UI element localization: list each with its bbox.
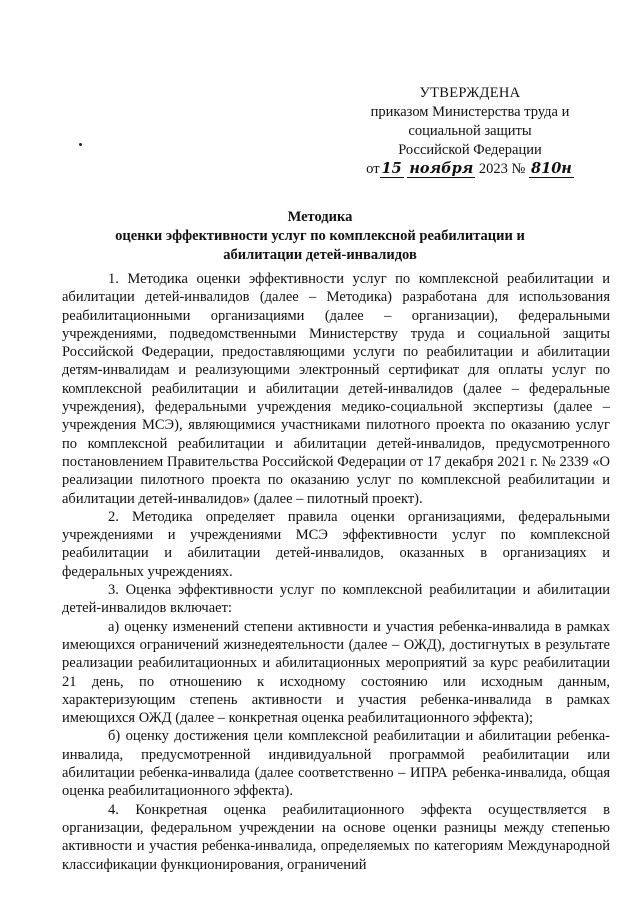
paragraph-3b: б) оценку достижения цели комплексной реабилитации и абилитации ребенка-инвалида, предусмотренной индивидуальной программой реабилитации или абилитации ребенка-инвалида (далее соответственно – ИПРА ребенка-инвалида, общая оценка реабилитационного эффекта). [62,728,610,800]
title-line-1: Методика [287,209,353,225]
paragraph-3a: а) оценку изменений степени активности и участия ребенка-инвалида в рамках имеющихся ограничений жизнедеятельности (далее – ОЖД), достигнутых в результате реализации реабилитационных и абилитационных мероприятий за курс реабилитации 21 день, по отношению к исходному состоянию или исходным данным, характеризующим степень активности и участия ребенка-инвалида в рамках имеющихся ОЖД (далее – конкретная оценка реабилитационного эффекта); [62,618,610,727]
order-number: 810н [531,160,572,177]
date-year: 2023 № [478,161,526,177]
document-body [62,270,610,874]
approval-line-2: социальной защиты [408,123,532,139]
document-title [60,208,580,265]
approval-date-line [350,160,590,179]
date-day: 15 [381,160,402,177]
paragraph-4: 4. Конкретная оценка реабилитационного эффекта осуществляется в организации, федеральном учреждении на основе оценки разницы между степенью активности и участия ребенка-инвалида, определяемых по категориям Международной классификации функционирования, ограничений [62,801,610,873]
paragraph-1: 1. Методика оценки эффективности услуг по комплексной реабилитации и абилитации детей-инвалидов (далее – Методика) разработана для использования реабилитационными организациями (далее – организации), федеральными учреждениями, подведомственными Министерству труда и социальной защиты Российской Федерации, предоставляющими услуги по реабилитации и абилитации детям-инвалидам и реализующими электронный сертификат для оплаты услуг по комплексной реабилитации и абилитации детей-инвалидов (далее – федеральные учреждения), федеральными учреждения медико-социальной экспертизы (далее – учреждения МСЭ), являющимися участниками пилотного проекта по оказанию услуг по комплексной реабилитации и абилитации детей-инвалидов, предусмотренного постановлением Правительства Российской Федерации от 17 декабря 2021 г. № 2339 «О реализации пилотного проекта по оказанию услуг по комплексной реабилитации и абилитации детей-инвалидов» (далее – пилотный проект). [62,271,610,507]
approval-heading: УТВЕРЖДЕНА [419,85,521,101]
scan-dot-mark [79,143,82,146]
title-line-2: оценки эффективности услуг по комплексной реабилитации и [115,228,525,244]
date-month: ноября [409,160,474,177]
approval-stamp [350,84,590,179]
approval-line-1: приказом Министерства труда и [370,104,570,120]
paragraph-2: 2. Методика определяет правила оценки организациями, федеральными учреждениями и учреждениями МСЭ эффективности услуг по комплексной реабилитации и абилитации детей-инвалидов, оказанных в организациях и федеральных учреждениях. [62,508,610,580]
date-prefix: от [366,161,380,177]
title-line-3: абилитации детей-инвалидов [223,247,417,263]
approval-line-3: Российской Федерации [398,142,542,158]
paragraph-3: 3. Оценка эффективности услуг по комплексной реабилитации и абилитации детей-инвалидов включает: [62,582,610,617]
